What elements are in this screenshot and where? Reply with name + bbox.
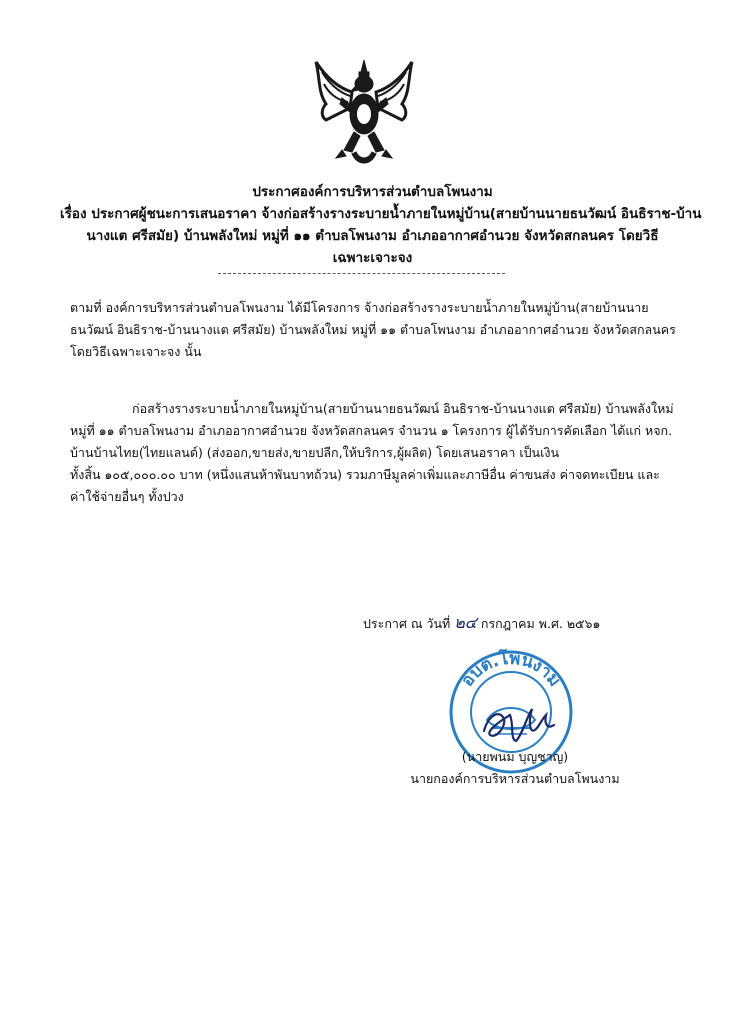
para2-line: บ้านบ้านไทย(ไทยแลนด์) (ส่งออก,ขายส่ง,ขายปลีก,ให้บริการ,ผู้ผลิต) โดยเสนอราคา เป็นเงิน xyxy=(70,445,560,460)
stamp-text: อบต.โพนงาม xyxy=(457,648,565,691)
org-line: ประกาศองค์การบริหารส่วนตำบลโพนงาม xyxy=(252,184,493,200)
paragraph-2 xyxy=(70,398,680,508)
svg-text:อบต.โพนงาม xyxy=(457,648,564,691)
subject-line-1: เรื่อง ประกาศผู้ชนะการเสนอราคา จ้างก่อสร้างรางระบายน้ำภายในหมู่บ้าน(สายบ้านนายธนวัฒน์ อินธิราช-บ้าน xyxy=(60,206,702,222)
document-title xyxy=(60,181,702,269)
garuda-emblem-icon xyxy=(312,58,416,170)
para1-line: ธนวัฒน์ อินธิราช-บ้านนางแต ศรีสมัย) บ้านพลังใหม่ หมู่ที่ ๑๑ ตำบลโพนงาม อำเภออากาศอำนวย จังหวัดสกลนคร xyxy=(70,322,676,337)
para2-line: ค่าใช้จ่ายอื่นๆ ทั้งปวง xyxy=(70,489,184,504)
paragraph-1 xyxy=(70,297,680,363)
subject-line-2: นางแต ศรีสมัย) บ้านพลังใหม่ หมู่ที่ ๑๑ ตำบลโพนงาม อำเภออากาศอำนวย จังหวัดสกลนคร โดยวิธี xyxy=(86,228,659,244)
para2-line: หมู่ที่ ๑๑ ตำบลโพนงาม อำเภออากาศอำนวย จังหวัดสกลนคร จำนวน ๑ โครงการ ผู้ได้รับการคัดเลือก ได้แก่ หจก. xyxy=(70,423,673,438)
signer-position: นายกองค์การบริหารส่วนตำบลโพนงาม xyxy=(410,771,620,786)
announcement-date xyxy=(363,612,600,635)
announce-month-year: กรกฎาคม พ.ศ. ๒๕๖๑ xyxy=(480,616,601,631)
signer-block xyxy=(395,746,635,790)
para1-line: โดยวิธีเฉพาะเจาะจง นั้น xyxy=(70,344,202,359)
handwritten-day: ๒๔ xyxy=(454,613,477,632)
para2-line: ทั้งสิ้น ๑๐๕,๐๐๐.๐๐ บาท (หนึ่งแสนห้าพันบาทถ้วน) รวมภาษีมูลค่าเพิ่มและภาษีอื่น ค่าขนส่ง ค่าจดทะเบียน และ xyxy=(70,467,660,482)
para2-line: ก่อสร้างรางระบายน้ำภายในหมู่บ้าน(สายบ้านนายธนวัฒน์ อินธิราช-บ้านนางแต ศรีสมัย) บ้านพลังใหม่ xyxy=(132,401,674,416)
dashed-divider xyxy=(218,273,505,274)
signer-name: (นายพนม บุญชาญ) xyxy=(461,749,569,764)
announce-prefix: ประกาศ ณ วันที่ xyxy=(363,616,451,631)
para1-line: ตามที่ องค์การบริหารส่วนตำบลโพนงาม ได้มีโครงการ จ้างก่อสร้างรางระบายน้ำภายในหมู่บ้าน(สายบ้านนาย xyxy=(70,300,649,315)
handwritten-signature xyxy=(470,695,560,750)
subject-line-3: เฉพาะเจาะจง xyxy=(332,250,413,266)
